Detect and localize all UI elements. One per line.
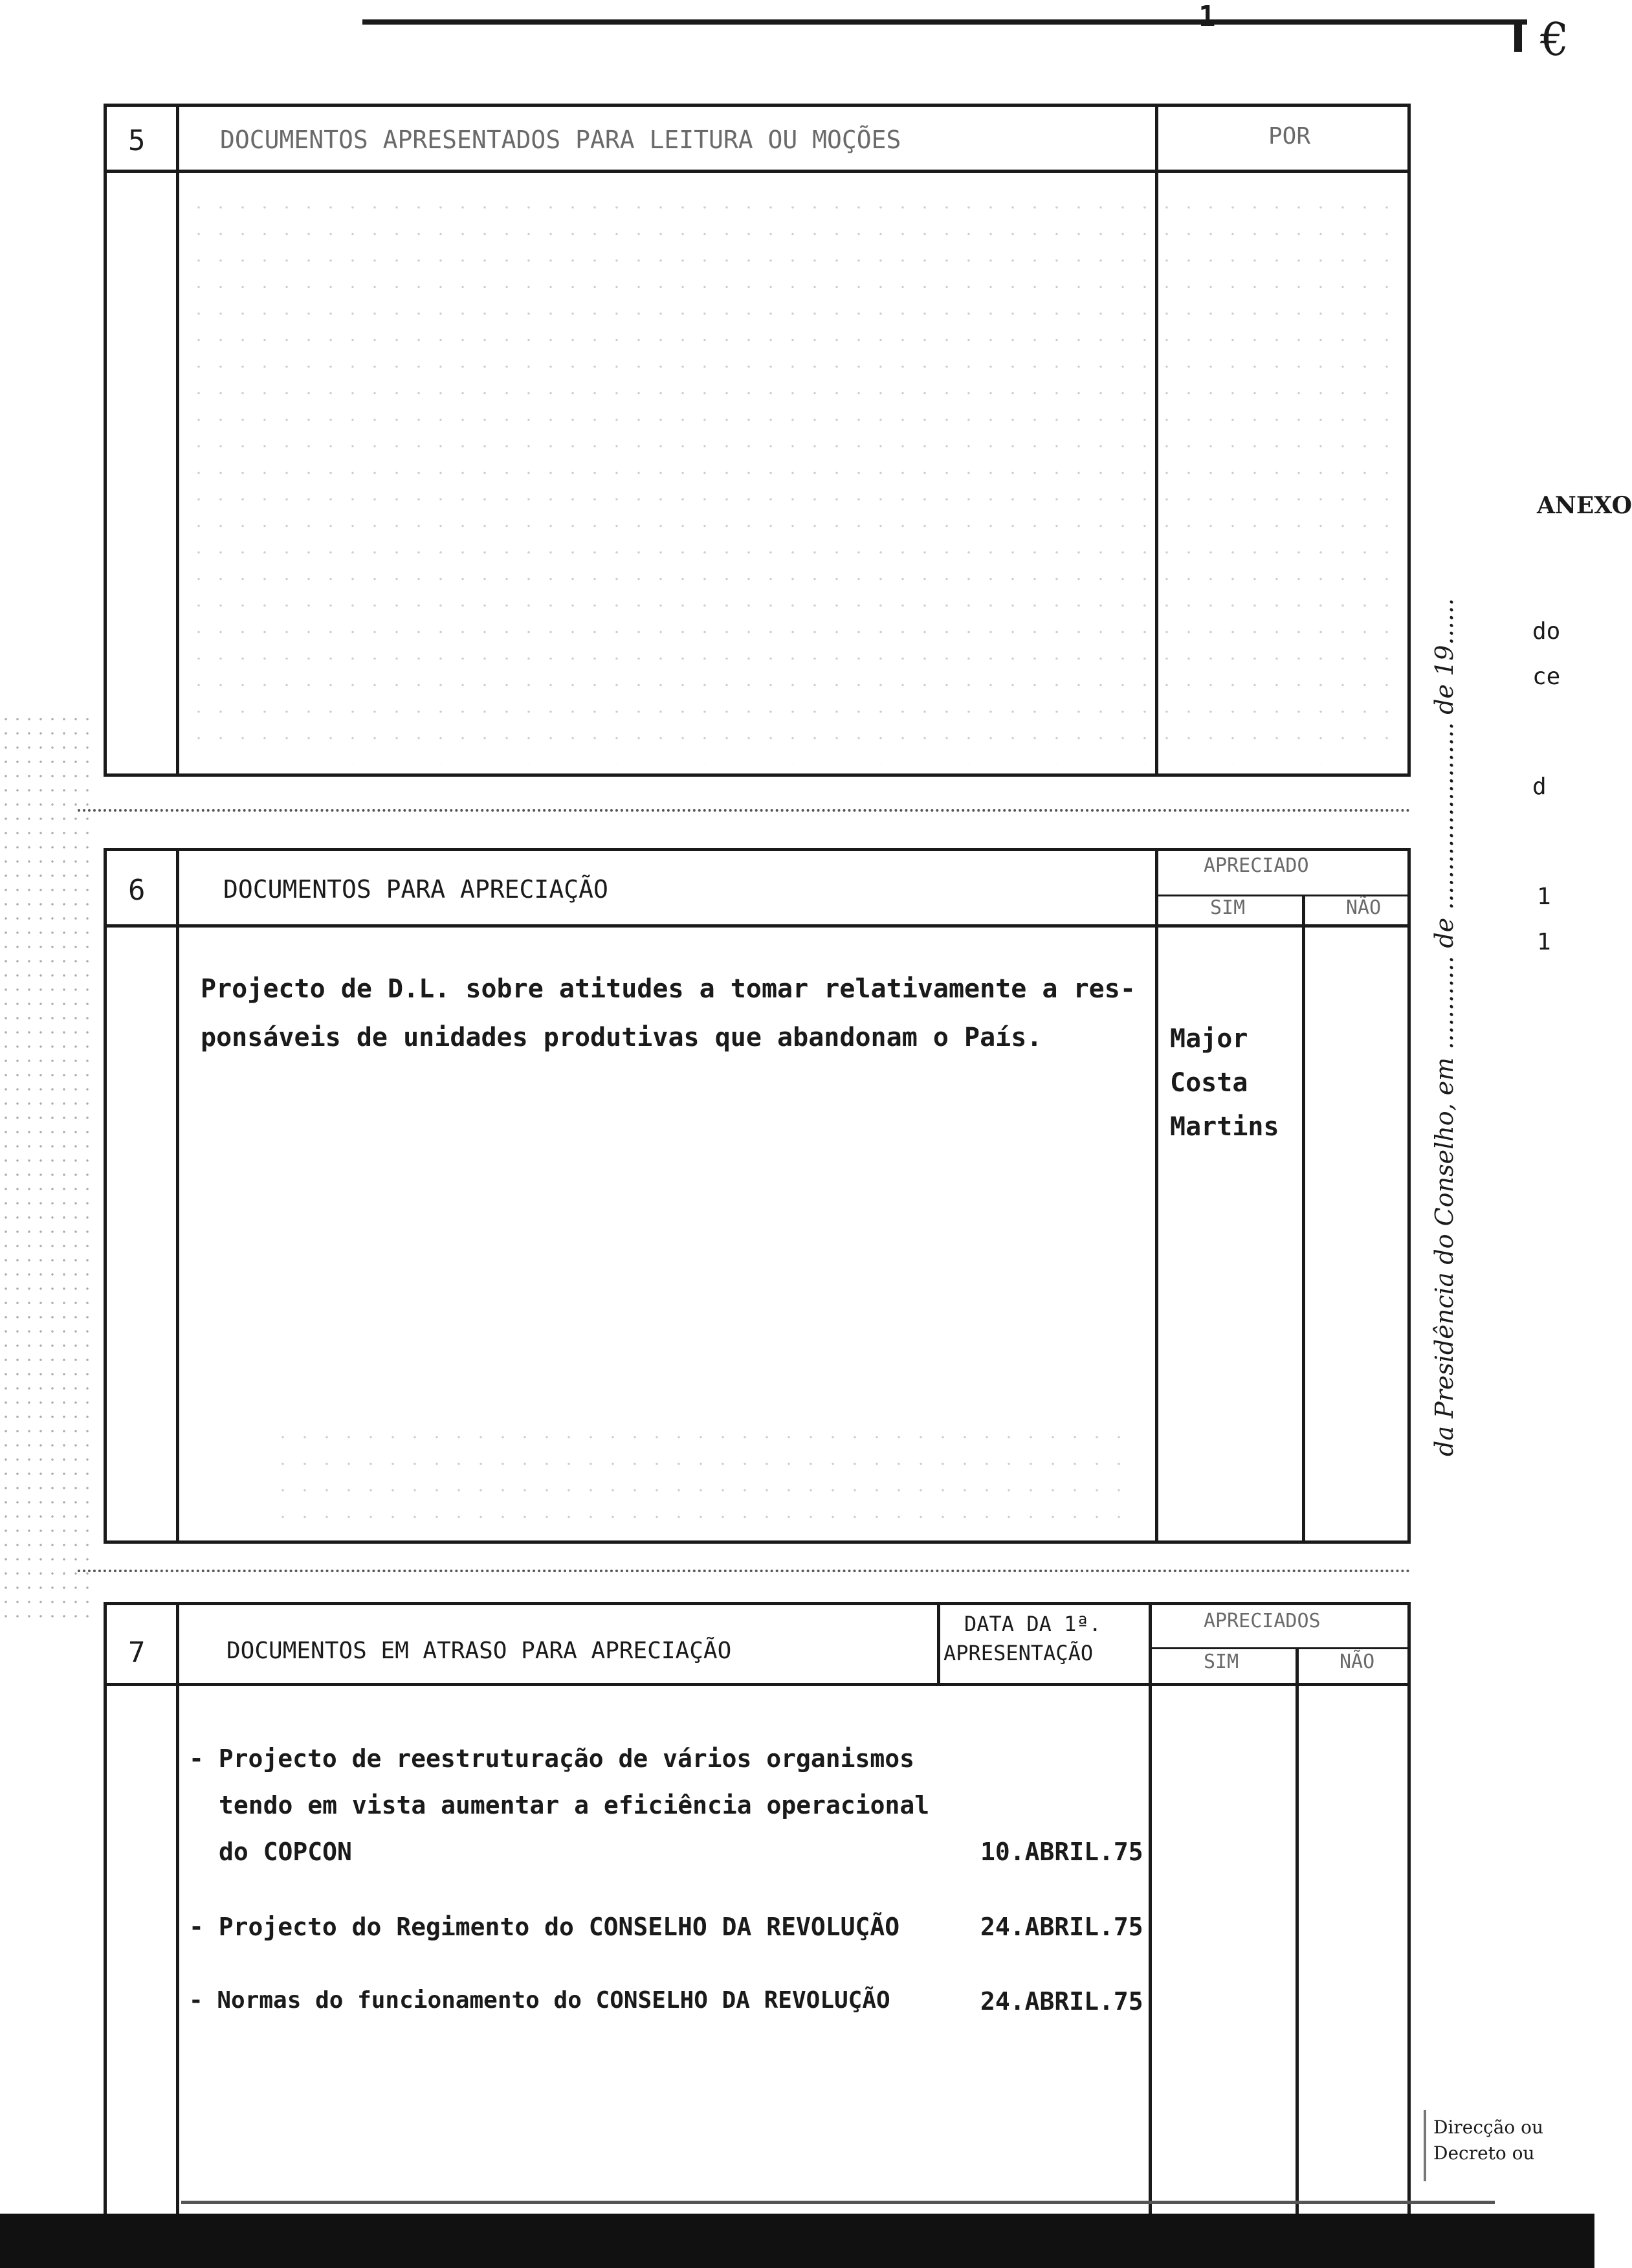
section-6-header-divider [104,924,1411,928]
section-6-nao-divider [1302,896,1305,1544]
section-7-col-group: APRECIADOS [1204,1610,1321,1632]
margin-side-4: d [1532,773,1547,800]
section-7-header-divider [104,1683,1411,1686]
section-7-item-3-date: 24.ABRIL.75 [980,1987,1143,2016]
section-6-author-line-2: Costa [1170,1068,1248,1098]
margin-vertical-text: da Presidência do Conselho, em ............ de ........................ de 19...... [1430,598,1459,1456]
top-scan-line [362,19,1527,25]
margin-side-2: do [1532,618,1561,645]
section-6-number-divider [176,848,179,1544]
section-7-item-1-line-3: do COPCON [219,1838,352,1866]
margin-footer-line-2: Decreto ou [1433,2142,1535,2164]
bottom-scan-band [0,2214,1594,2268]
section-7-nao-divider [1296,1649,1299,2223]
section-6-number: 6 [128,874,146,907]
top-right-bar [1514,19,1522,52]
section-5-header-divider [104,170,1411,173]
section-7-col-date-line-1: DATA DA 1ª. [964,1612,1101,1636]
section-6-faded-content [272,1424,1139,1528]
section-7-number: 7 [128,1636,146,1669]
section-7-item-3-line-1: - Normas do funcionamento do CONSELHO DA REVOLUÇÃO [189,1987,890,2014]
section-6-author-line-3: Martins [1170,1112,1279,1142]
section-5-faded-content [188,194,1404,764]
margin-footer-divider [1424,2110,1426,2181]
margin-side-5: 1 [1537,884,1551,910]
section-6-col-sim: SIM [1210,896,1246,919]
section-5-number-divider [176,104,179,777]
section-7-item-2-line-1: - Projecto do Regimento do CONSELHO DA REVOLUÇÃO [189,1913,900,1941]
section-7-item-1-line-2: tendo em vista aumentar a eficiência operacional [219,1791,930,1819]
margin-side-3: ce [1532,663,1561,690]
section-7-col-nao: NÃO [1340,1651,1375,1673]
section-6-title: DOCUMENTOS PARA APRECIAÇÃO [223,875,608,904]
section-7-item-1-date: 10.ABRIL.75 [980,1838,1143,1866]
page-mark: 1 [1198,0,1216,33]
section-6-col-group: APRECIADO [1204,854,1309,877]
section-6-sim-divider [1155,848,1158,1544]
section-7-title: DOCUMENTOS EM ATRASO PARA APRECIAÇÃO [226,1638,732,1664]
section-5-col-right: POR [1268,123,1311,150]
corner-mark: € [1540,13,1569,66]
section-7-item-1-line-1: - Projecto de reestruturação de vários organismos [189,1744,915,1773]
section-7-date-divider [937,1602,940,1683]
section-7-item-2-date: 24.ABRIL.75 [980,1913,1143,1941]
section-7-col-date-line-2: APRESENTAÇÃO [943,1641,1094,1665]
section-7-number-divider [176,1602,179,2223]
section-7-col-subheader-line [1149,1647,1411,1649]
section-6-author-line-1: Major [1170,1024,1248,1054]
section-7-col-sim: SIM [1204,1651,1239,1673]
margin-side-1: ANEXO [1537,492,1632,519]
dotted-separator-2 [78,1570,1411,1572]
dotted-separator-1 [78,809,1411,812]
section-5-title: DOCUMENTOS APRESENTADOS PARA LEITURA OU MOÇÕES [220,126,901,154]
section-6-text-line-1: Projecto de D.L. sobre atitudes a tomar relativamente a res- [201,974,1136,1004]
section-7-sim-divider [1149,1602,1152,2223]
margin-side-6: 1 [1537,929,1551,955]
section-5-number: 5 [128,124,146,157]
left-scan-noise [0,712,97,1618]
section-6-col-nao: NÃO [1346,896,1382,919]
section-6-text-line-2: ponsáveis de unidades produtivas que abandonam o País. [201,1023,1042,1052]
bottom-scan-line [181,2201,1495,2204]
margin-footer-line-1: Direcção ou [1433,2117,1544,2138]
